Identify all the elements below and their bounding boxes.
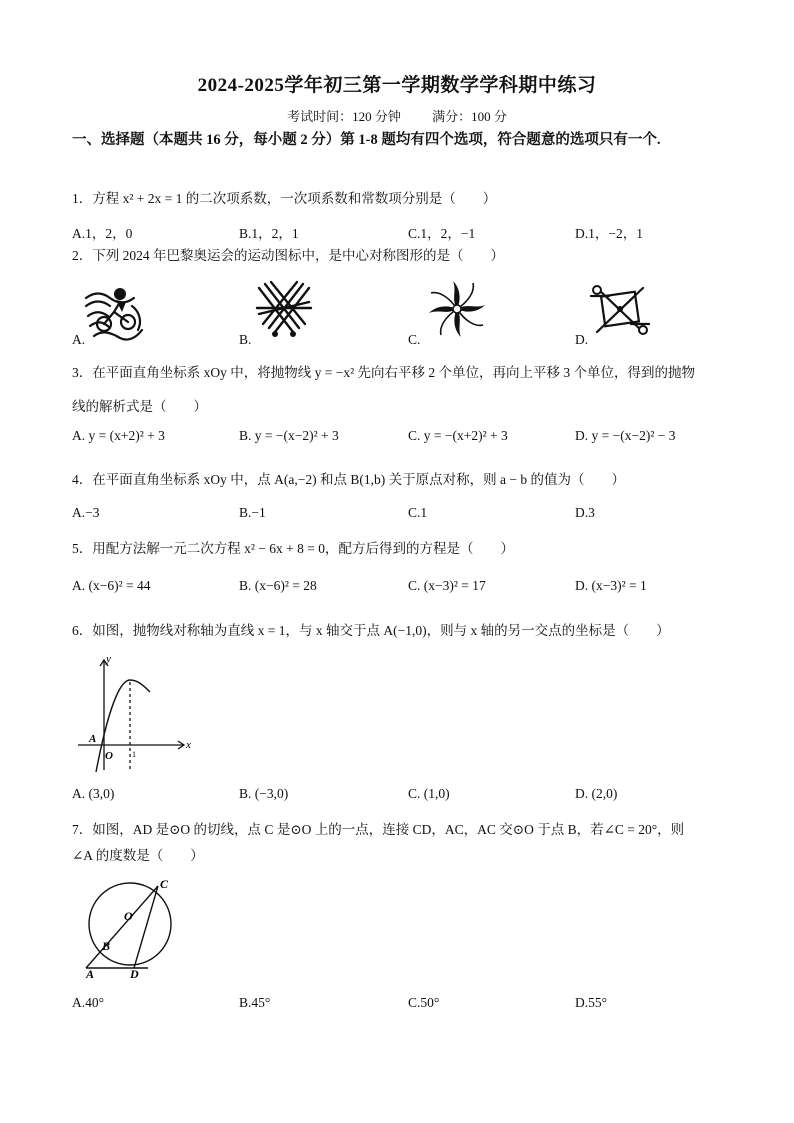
exam-info bbox=[0, 106, 794, 125]
option-a[interactable]: A. (3,0) bbox=[72, 786, 115, 801]
options-4 bbox=[72, 505, 732, 527]
question-text: 方程 x² + 2x = 1 的二次项系数，一次项系数和常数项分别是（ ） bbox=[92, 191, 497, 206]
option-b[interactable]: B. y = −(x−2)² + 3 bbox=[239, 428, 339, 443]
option-c[interactable]: C.1，2，−1 bbox=[408, 226, 476, 241]
point-a-label: A bbox=[89, 733, 97, 745]
option-a[interactable]: A. (x−6)² = 44 bbox=[72, 578, 151, 593]
question-5 bbox=[72, 536, 732, 562]
question-text: 在平面直角坐标系 xOy 中，点 A(a,−2) 和点 B(1,b) 关于原点对称，则 a − b 的值为（ ） bbox=[92, 472, 625, 487]
question-3-continued: 线的解析式是（ ） bbox=[72, 399, 207, 414]
option-c[interactable]: C.1 bbox=[408, 505, 428, 520]
question-number: 4． bbox=[72, 472, 93, 487]
circle-figure bbox=[80, 878, 190, 980]
question-text: 下列 2024 年巴黎奥运会的运动图标中，是中心对称图形的是（ ） bbox=[92, 248, 504, 263]
option-a[interactable]: A.−3 bbox=[72, 505, 100, 520]
option-b[interactable]: B. (x−6)² = 28 bbox=[239, 578, 317, 593]
question-number: 3． bbox=[72, 365, 93, 380]
question-text: 如图，抛物线对称轴为直线 x = 1，与 x 轴交于点 A(−1,0)，则与 x 轴的另一交点的坐标是（ ） bbox=[92, 623, 670, 638]
question-1 bbox=[72, 186, 732, 212]
option-a[interactable]: A. y = (x+2)² + 3 bbox=[72, 428, 165, 443]
question-4 bbox=[72, 467, 732, 493]
option-c[interactable]: C. (1,0) bbox=[408, 786, 450, 801]
options-1 bbox=[72, 222, 732, 244]
origin-label: O bbox=[105, 750, 113, 762]
question-text: 在平面直角坐标系 xOy 中，将抛物线 y = −x² 先向右平移 2 个单位，再向上平移 3 个单位，得到的抛物 bbox=[92, 365, 696, 380]
tick-one-label: 1 bbox=[132, 750, 136, 759]
option-label: A. bbox=[72, 332, 86, 347]
option-c[interactable]: C.50° bbox=[408, 995, 440, 1010]
option-b[interactable]: B. (−3,0) bbox=[239, 786, 289, 801]
option-label: D. bbox=[575, 332, 589, 347]
option-label: C. bbox=[408, 332, 421, 347]
option-d[interactable]: D.1，−2，1 bbox=[575, 226, 643, 241]
fencing-icon bbox=[253, 278, 315, 342]
point-d-label: D bbox=[130, 967, 139, 980]
exam-score: 满分：100 分 bbox=[432, 109, 507, 124]
option-b[interactable]: B.−1 bbox=[239, 505, 266, 520]
y-axis-label: y bbox=[106, 653, 111, 665]
options-5 bbox=[72, 578, 732, 600]
page-title: 2024-2025学年初三第一学期数学学科期中练习 bbox=[197, 75, 597, 96]
section-heading: 一、选择题（本题共 16 分，每小题 2 分）第 1-8 题均有四个选项，符合题意的选项只有一个. bbox=[72, 132, 661, 148]
option-d[interactable] bbox=[575, 278, 725, 348]
option-c[interactable]: C. (x−3)² = 17 bbox=[408, 578, 486, 593]
question-3 bbox=[72, 360, 732, 386]
option-c[interactable] bbox=[408, 278, 558, 348]
question-number: 5． bbox=[72, 541, 93, 556]
option-b[interactable]: B.45° bbox=[239, 995, 271, 1010]
option-d[interactable]: D. y = −(x−2)² − 3 bbox=[575, 428, 676, 443]
cycling-icon bbox=[80, 278, 150, 344]
point-b-label: B bbox=[102, 939, 111, 953]
rowing-icon bbox=[589, 282, 651, 340]
question-7 bbox=[72, 817, 732, 843]
question-7-continued: ∠A 的度数是（ ） bbox=[72, 848, 204, 863]
option-d[interactable]: D. (2,0) bbox=[575, 786, 618, 801]
option-b[interactable] bbox=[239, 278, 389, 348]
question-number: 6． bbox=[72, 623, 93, 638]
question-6 bbox=[72, 618, 732, 644]
question-number: 7． bbox=[72, 822, 93, 837]
options-3 bbox=[72, 428, 732, 450]
option-b[interactable]: B.1，2，1 bbox=[239, 226, 299, 241]
question-number: 2． bbox=[72, 248, 93, 263]
question-number: 1． bbox=[72, 191, 93, 206]
point-a-label: A bbox=[86, 967, 95, 980]
option-a[interactable]: A.1，2，0 bbox=[72, 226, 133, 241]
pinwheel-icon bbox=[426, 278, 488, 340]
x-axis-label: x bbox=[186, 739, 191, 751]
parabola-figure bbox=[72, 650, 202, 775]
option-c[interactable]: C. y = −(x+2)² + 3 bbox=[408, 428, 508, 443]
point-c-label: C bbox=[160, 878, 169, 891]
option-d[interactable]: D.3 bbox=[575, 505, 595, 520]
question-text: 如图，AD 是⊙O 的切线，点 C 是⊙O 上的一点，连接 CD，AC，AC 交⊙O 于点 B，若∠C = 20°，则 bbox=[92, 822, 685, 837]
options-7 bbox=[72, 995, 732, 1017]
question-2 bbox=[72, 243, 732, 269]
olympic-icons-row bbox=[72, 278, 732, 348]
option-a[interactable]: A.40° bbox=[72, 995, 105, 1010]
option-a[interactable] bbox=[72, 278, 222, 348]
option-d[interactable]: D.55° bbox=[575, 995, 608, 1010]
center-o-label: O bbox=[124, 909, 133, 923]
option-label: B. bbox=[239, 332, 252, 347]
question-text: 用配方法解一元二次方程 x² − 6x + 8 = 0，配方后得到的方程是（ ） bbox=[92, 541, 515, 556]
exam-time: 考试时间：120 分钟 bbox=[287, 109, 401, 124]
options-6 bbox=[72, 786, 732, 808]
option-d[interactable]: D. (x−3)² = 1 bbox=[575, 578, 647, 593]
